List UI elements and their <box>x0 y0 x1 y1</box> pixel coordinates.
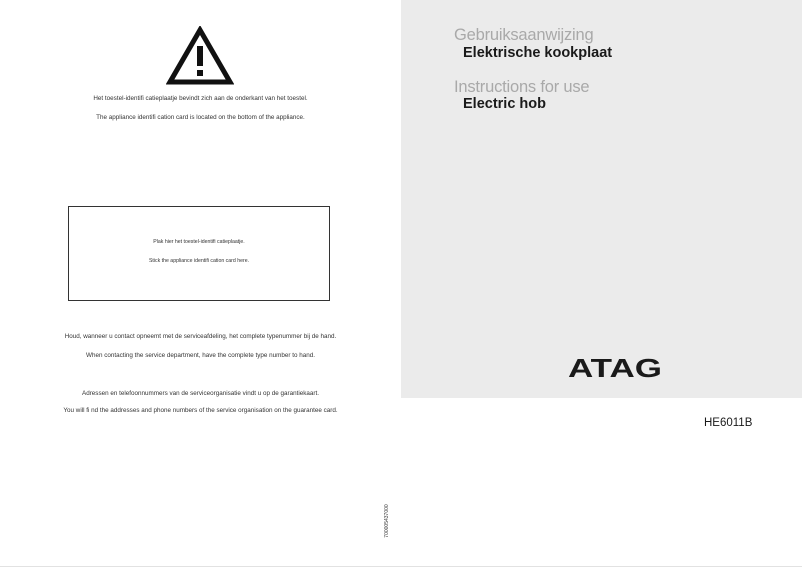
brand-logo-text: ATAG <box>568 355 662 379</box>
document-code <box>377 502 397 544</box>
card-text-nl: Plak hier het toestel-identifi catieplaatje. <box>153 239 245 245</box>
service-text-en: When contacting the service department, have the complete type number to hand. <box>86 352 315 359</box>
subheading-nl: Elektrische kookplaat <box>463 45 613 61</box>
card-text-en: Stick the appliance identifi cation card here. <box>148 258 250 264</box>
heading-nl: Gebruiksaanwijzing <box>454 26 594 44</box>
warning-triangle-icon <box>166 26 234 86</box>
service-text-nl: Houd, wanneer u contact opneemt met de serviceafdeling, het complete typenummer bij de hand. <box>64 333 337 340</box>
document-code-text: 700005437000 <box>384 504 390 538</box>
model-number: HE6011B <box>704 417 753 429</box>
atag-logo <box>567 355 663 379</box>
address-text-nl: Adressen en telefoonnummers van de serviceorganisatie vindt u op de garantiekaart. <box>82 390 319 397</box>
id-plate-text-en: The appliance identifi cation card is located on the bottom of the appliance. <box>96 114 305 121</box>
id-plate-text-nl: Het toestel-identifi catieplaatje bevindt zich aan de onderkant van het toestel. <box>93 95 308 102</box>
cover-panel <box>401 0 802 398</box>
address-text-en: You will fi nd the addresses and phone numbers of the service organisation on the guarantee card. <box>63 407 338 414</box>
identification-card-box <box>68 206 330 301</box>
heading-en: Instructions for use <box>454 78 590 96</box>
subheading-en: Electric hob <box>463 96 546 112</box>
